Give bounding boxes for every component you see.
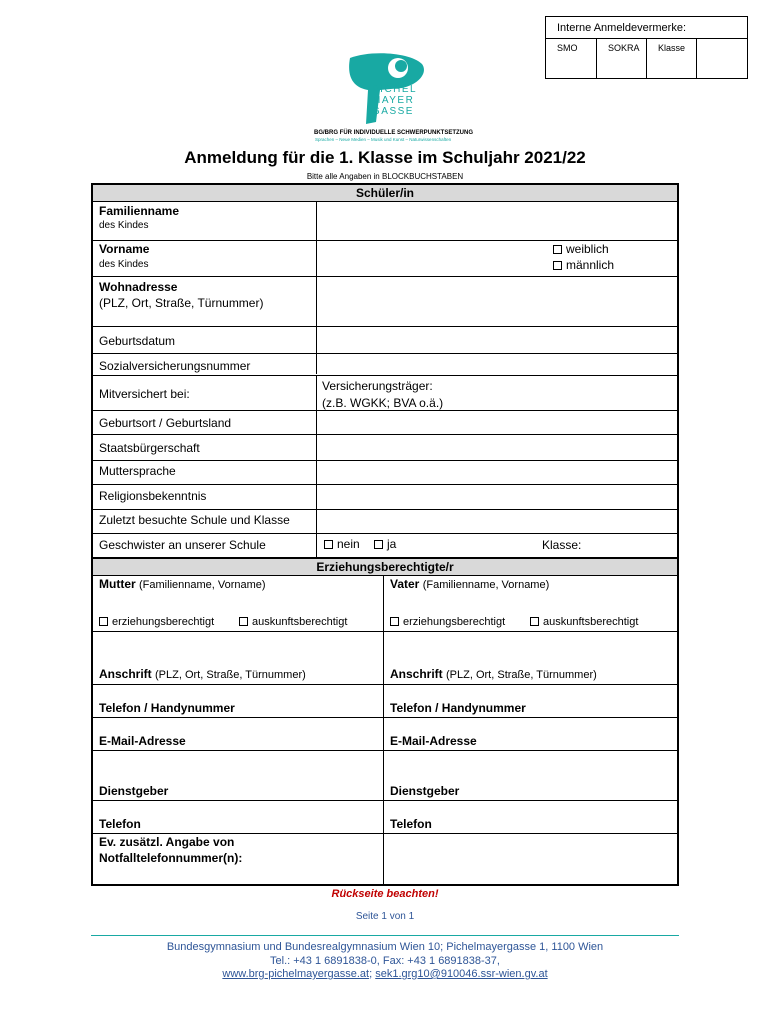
row-divider xyxy=(93,533,677,534)
checkbox-vater-erziehungsberechtigt[interactable] xyxy=(390,617,399,626)
label-zuletzt-schule: Zuletzt besuchte Schule und Klasse xyxy=(99,513,290,527)
logo-line-2: MAYER xyxy=(372,95,415,106)
label-mutter-email: E-Mail-Adresse xyxy=(99,734,186,748)
option-mutter-erziehungsberechtigt[interactable] xyxy=(99,616,214,628)
section-header-student: Schüler/in xyxy=(93,185,677,201)
input-vater-email[interactable] xyxy=(385,718,676,732)
label-svnr: Sozialversicherungsnummer xyxy=(99,359,251,373)
label-staatsbuergerschaft: Staatsbürgerschaft xyxy=(99,441,200,455)
label-mutter xyxy=(99,577,266,591)
back-side-note: Rückseite beachten! xyxy=(331,888,439,900)
input-mutter-anschrift[interactable] xyxy=(93,632,381,664)
input-mutter-telefon[interactable] xyxy=(93,801,381,815)
option-weiblich[interactable] xyxy=(553,242,609,256)
label-anschrift-title: Anschrift xyxy=(99,667,152,681)
label-vater-anschrift xyxy=(390,667,597,681)
input-religion[interactable] xyxy=(318,485,676,508)
label-familienname-sub: des Kindes xyxy=(99,220,149,231)
input-muttersprache[interactable] xyxy=(318,461,676,483)
label-versicherungstraeger: Versicherungsträger: xyxy=(322,379,433,393)
section-header-guardians: Erziehungsberechtigte/r xyxy=(93,559,677,575)
checkbox-mutter-erziehungsberechtigt[interactable] xyxy=(99,617,108,626)
input-mutter-telefon-handy[interactable] xyxy=(93,685,381,699)
logo-wordmark xyxy=(372,84,462,117)
label-vater-email: E-Mail-Adresse xyxy=(390,734,477,748)
checkbox-maennlich[interactable] xyxy=(553,261,562,270)
label-erziehungsberechtigt: erziehungsberechtigt xyxy=(112,616,215,628)
input-vater-dienstgeber[interactable] xyxy=(385,751,676,781)
row-divider xyxy=(93,575,677,576)
option-mutter-auskunftsberechtigt[interactable] xyxy=(239,616,347,628)
checkbox-weiblich[interactable] xyxy=(553,245,562,254)
logo-line-3: GASSE xyxy=(372,106,414,117)
option-geschwister-nein[interactable] xyxy=(324,537,360,551)
footer-separator: ; xyxy=(369,968,373,980)
label-vater-hint: (Familienname, Vorname) xyxy=(422,579,550,591)
label-wohnadresse-sub: (PLZ, Ort, Straße, Türnummer) xyxy=(99,296,264,310)
input-vater-anschrift[interactable] xyxy=(385,632,676,664)
label-vorname-sub: des Kindes xyxy=(99,259,149,270)
footer-line-1: Bundesgymnasium und Bundesrealgymnasium Wien 10; Pichelmayergasse 1, 1100 Wien xyxy=(166,941,604,953)
footer-line-3 xyxy=(0,968,770,980)
label-geburtsort: Geburtsort / Geburtsland xyxy=(99,416,232,430)
input-geburtsort[interactable] xyxy=(318,411,676,433)
option-vater-erziehungsberechtigt[interactable] xyxy=(390,616,505,628)
internal-notes-box xyxy=(545,16,748,79)
label-versicherungstraeger-sub: (z.B. WGKK; BVA o.ä.) xyxy=(322,396,444,410)
label-vater-telefon: Telefon xyxy=(390,817,432,831)
notes-cell-blank[interactable] xyxy=(697,38,747,78)
label-weiblich: weiblich xyxy=(566,242,609,256)
option-geschwister-ja[interactable] xyxy=(374,537,396,551)
input-geburtsdatum[interactable] xyxy=(318,327,676,352)
checkbox-mutter-auskunftsberechtigt[interactable] xyxy=(239,617,248,626)
input-vater-telefon[interactable] xyxy=(385,801,676,815)
logo-subtitle: BG/BRG FÜR INDIVIDUELLE SCHWERPUNKTSETZUNG xyxy=(314,130,473,136)
label-vater-telefon-handy: Telefon / Handynummer xyxy=(390,701,526,715)
page-number: Seite 1 von 1 xyxy=(355,911,415,922)
label-vorname: Vorname xyxy=(99,242,150,256)
label-anschrift-title: Anschrift xyxy=(390,667,443,681)
internal-notes-title: Interne Anmeldevermerke: xyxy=(557,22,687,34)
checkbox-geschwister-ja[interactable] xyxy=(374,540,383,549)
input-svnr[interactable] xyxy=(318,354,676,374)
label-erziehungsberechtigt: erziehungsberechtigt xyxy=(403,616,506,628)
input-geschwister-klasse[interactable] xyxy=(585,535,675,555)
label-auskunftsberechtigt: auskunftsberechtigt xyxy=(543,616,639,628)
option-vater-auskunftsberechtigt[interactable] xyxy=(530,616,638,628)
footer-email-link[interactable]: sek1.grg10@910046.ssr-wien.gv.at xyxy=(375,968,548,980)
option-maennlich[interactable] xyxy=(553,258,614,272)
page-title: Anmeldung für die 1. Klasse im Schuljahr 2021/22 xyxy=(184,148,586,167)
page-subtitle: Bitte alle Angaben in BLOCKBUCHSTABEN xyxy=(306,172,464,181)
label-nein: nein xyxy=(337,537,360,551)
input-vater-name[interactable] xyxy=(385,591,676,611)
column-divider xyxy=(316,201,317,374)
column-divider xyxy=(383,575,384,884)
notes-cell-smo[interactable]: SMO xyxy=(546,38,597,78)
notes-cell-sokra[interactable]: SOKRA xyxy=(597,38,647,78)
input-mutter-email[interactable] xyxy=(93,718,381,732)
label-maennlich: männlich xyxy=(566,258,615,272)
label-vater-dienstgeber: Dienstgeber xyxy=(390,784,460,798)
label-geburtsdatum: Geburtsdatum xyxy=(99,334,176,348)
label-vater-title: Vater xyxy=(390,577,420,591)
input-notfall[interactable] xyxy=(385,834,676,883)
label-mutter-dienstgeber: Dienstgeber xyxy=(99,784,169,798)
footer-website-link[interactable]: www.brg-pichelmayergasse.at xyxy=(222,968,370,980)
input-mitversichert[interactable] xyxy=(93,376,315,409)
label-ja: ja xyxy=(387,537,397,551)
label-mutter-telefon: Telefon xyxy=(99,817,141,831)
input-vater-telefon-handy[interactable] xyxy=(385,685,676,699)
input-staatsbuergerschaft[interactable] xyxy=(318,435,676,459)
input-vorname[interactable] xyxy=(318,241,548,276)
footer-line-2: Tel.: +43 1 6891838-0, Fax: +43 1 6891838-37, xyxy=(270,955,500,967)
label-anschrift-hint: (PLZ, Ort, Straße, Türnummer) xyxy=(155,669,306,681)
label-mutter-title: Mutter xyxy=(99,577,136,591)
label-geschwister: Geschwister an unserer Schule xyxy=(99,538,266,552)
notes-cell-klasse[interactable]: Klasse xyxy=(647,38,697,78)
checkbox-geschwister-nein[interactable] xyxy=(324,540,333,549)
input-mutter-name[interactable] xyxy=(93,591,381,611)
label-mutter-telefon-handy: Telefon / Handynummer xyxy=(99,701,235,715)
label-auskunftsberechtigt: auskunftsberechtigt xyxy=(252,616,348,628)
input-familienname[interactable] xyxy=(318,202,676,239)
label-wohnadresse: Wohnadresse xyxy=(99,280,178,294)
label-mutter-hint: (Familienname, Vorname) xyxy=(139,579,266,591)
label-mutter-anschrift xyxy=(99,667,306,681)
label-notfall-line1: Ev. zusätzl. Angabe von xyxy=(99,835,235,849)
input-mutter-dienstgeber[interactable] xyxy=(93,751,381,781)
label-familienname: Familienname xyxy=(99,204,180,218)
label-vater xyxy=(390,577,549,591)
label-geschwister-klasse: Klasse: xyxy=(542,538,582,552)
logo-tagline: Sprachen – Neue Medien – Musik und Kunst – Naturwissenschaften xyxy=(315,137,452,142)
label-notfall-line2: Notfalltelefonnummer(n): xyxy=(99,851,243,865)
label-religion: Religionsbekenntnis xyxy=(99,489,207,503)
footer-divider xyxy=(91,935,679,936)
checkbox-vater-auskunftsberechtigt[interactable] xyxy=(530,617,539,626)
label-muttersprache: Muttersprache xyxy=(99,464,176,478)
input-wohnadresse[interactable] xyxy=(318,277,676,325)
input-zuletzt-schule[interactable] xyxy=(318,510,676,532)
label-anschrift-hint: (PLZ, Ort, Straße, Türnummer) xyxy=(446,669,597,681)
label-mitversichert: Mitversichert bei: xyxy=(99,387,190,401)
column-divider xyxy=(316,375,317,410)
logo-line-1: PICHEL xyxy=(372,84,418,95)
